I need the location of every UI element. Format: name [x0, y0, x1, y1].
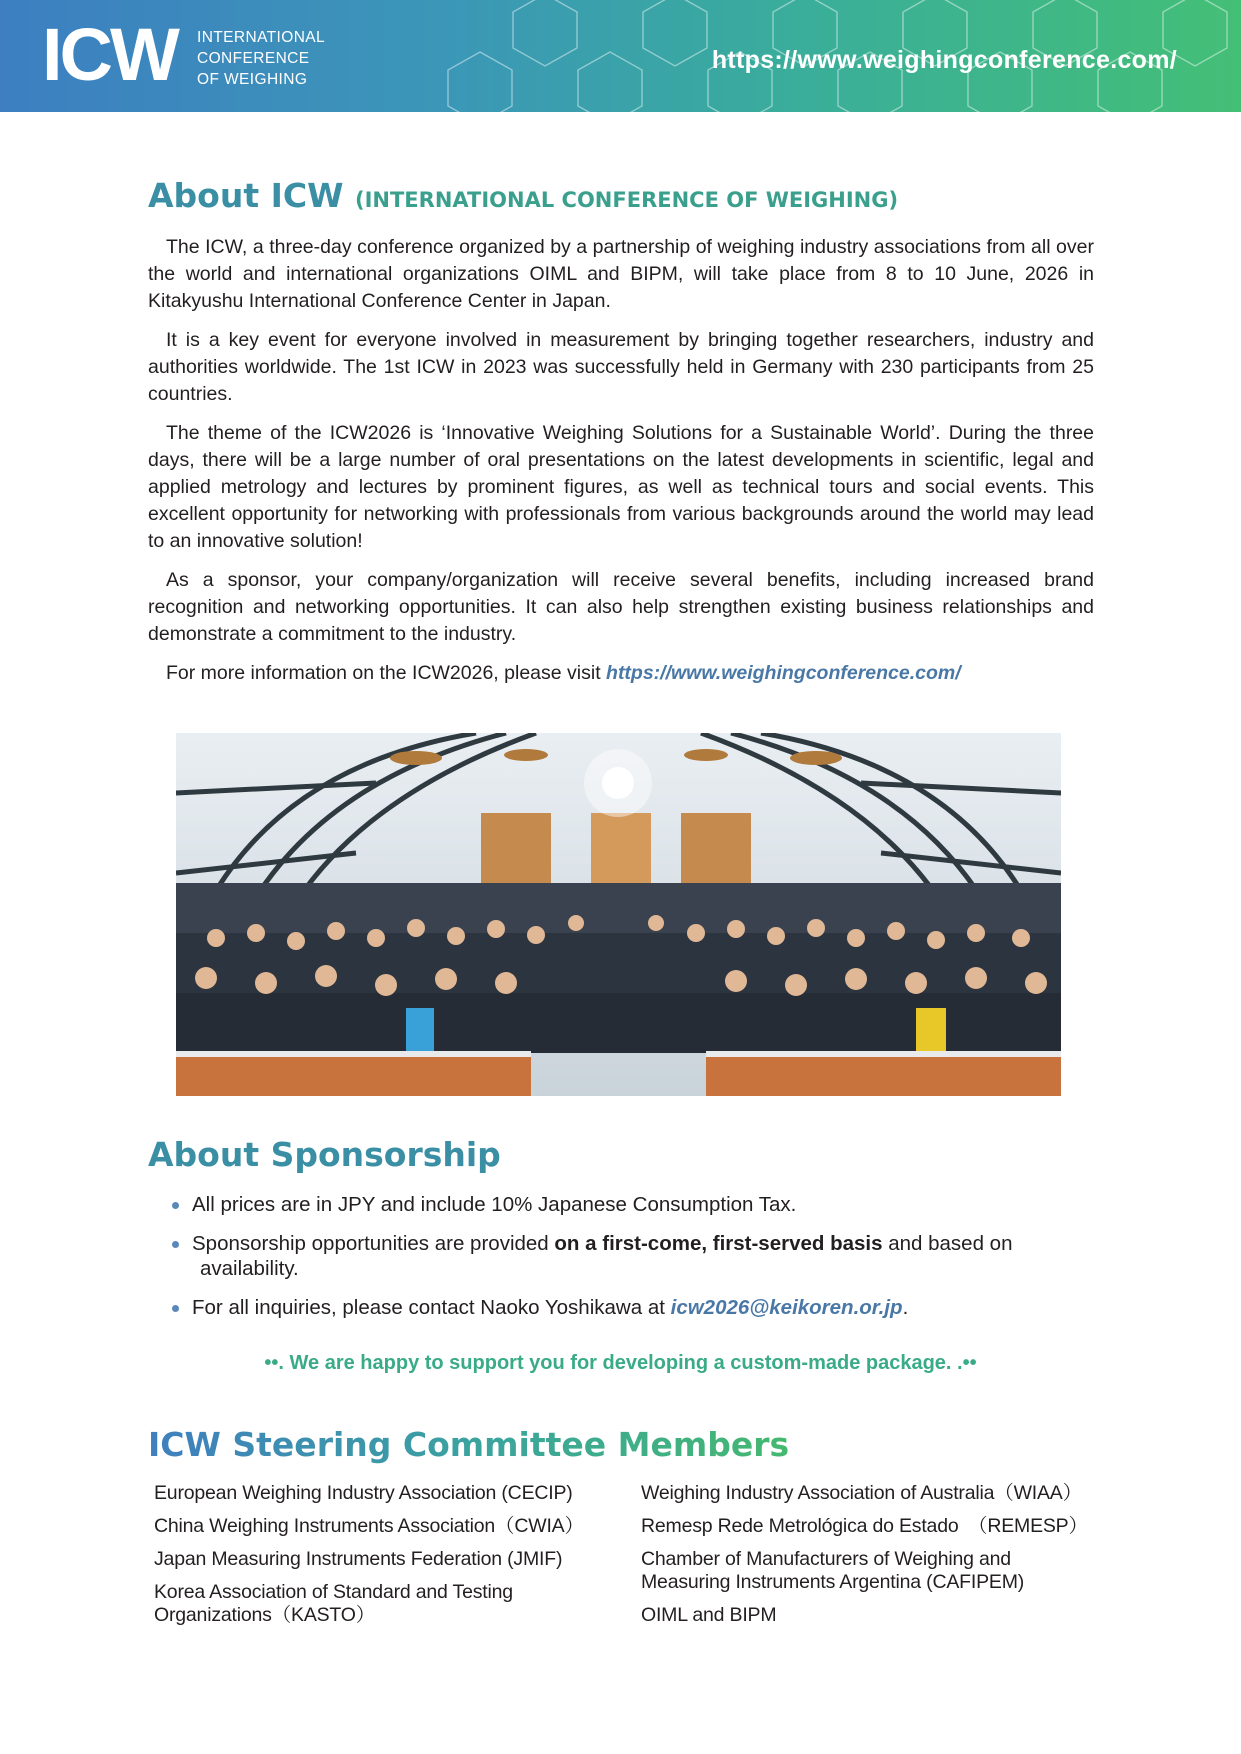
more-info-text: For more information on the ICW2026, please visit	[166, 662, 601, 684]
sponsorship-title: About Sponsorship	[148, 1135, 501, 1174]
about-paragraph: The ICW, a three-day conference organized by a partnership of weighing industry associations from all over the world and international organizations OIML and BIPM, will take place from 8 to 10 June, 2026 in Kitakyushu International Conference Center in Japan.	[148, 236, 1094, 312]
icw-logo: ICW	[42, 13, 177, 96]
member-item: Chamber of Manufacturers of Weighing and	[641, 1548, 1011, 1570]
more-info-link[interactable]: https://www.weighingconference.com/	[606, 662, 961, 684]
about-paragraph: The theme of the ICW2026 is ‘Innovative Weighing Solutions for a Sustainable World’. During the three days, there will be a large number of oral presentations on the latest developments in scientific, legal and applied metrology and lectures by prominent figures, as well as technical tours and social events. This excellent opportunity for networking with professionals from various backgrounds around the world may lead to an innovative solution!	[148, 422, 1094, 552]
about-paragraph: As a sponsor, your company/organization will receive several benefits, including increased brand recognition and networking opportunities. It can also help strengthen existing business relationships and demonstrate a commitment to the industry.	[148, 569, 1094, 645]
contact-email-link[interactable]: icw2026@keikoren.or.jp	[670, 1296, 903, 1319]
sponsorship-list	[170, 1192, 1100, 1334]
about-icw-title	[148, 176, 898, 220]
member-item: Japan Measuring Instruments Federation (JMIF)	[154, 1548, 563, 1570]
member-item: Organizations（KASTO）	[154, 1604, 376, 1626]
bullet-text: Sponsorship opportunities are provided	[192, 1232, 549, 1255]
member-item: Korea Association of Standard and Testing	[154, 1581, 513, 1603]
bullet-text: For all inquiries, please contact Naoko Yoshikawa at	[192, 1296, 665, 1319]
list-item	[170, 1295, 1100, 1320]
member-item: Measuring Instruments Argentina (CAFIPEM)	[641, 1571, 1025, 1593]
about-title-sub: (INTERNATIONAL CONFERENCE OF WEIGHING)	[355, 188, 899, 212]
list-item	[170, 1231, 1100, 1281]
committee-list-right	[641, 1482, 1101, 1637]
committee-list-left	[154, 1482, 614, 1637]
about-paragraph: It is a key event for everyone involved in measurement by bringing together researchers, industry and authorities worldwide. The 1st ICW in 2023 was successfully held in Germany with 230 participants from 25 countries.	[148, 329, 1094, 405]
about-body	[148, 234, 1094, 699]
logo-line: INTERNATIONAL	[197, 29, 326, 46]
header-url-link[interactable]: https://www.weighingconference.com/	[711, 46, 1177, 74]
logo-line: CONFERENCE	[197, 50, 310, 67]
list-item	[170, 1192, 1100, 1217]
conference-photo	[176, 733, 1061, 1096]
member-item: European Weighing Industry Association (CECIP)	[154, 1482, 573, 1504]
member-item: OIML and BIPM	[641, 1604, 777, 1626]
more-info-line	[148, 660, 1094, 687]
bullet-continuation: availability.	[200, 1257, 299, 1280]
member-item: China Weighing Instruments Association（CWIA）	[154, 1515, 584, 1537]
bullet-punct: .	[902, 1296, 909, 1319]
bullet-emphasis: on a first-come, first-served basis	[554, 1232, 883, 1255]
member-item: Weighing Industry Association of Australia（WIAA）	[641, 1482, 1082, 1504]
bullet-text: All prices are in JPY and include 10% Japanese Consumption Tax.	[192, 1193, 797, 1216]
about-title-main: About ICW	[148, 176, 344, 215]
committee-title: ICW Steering Committee Members	[148, 1425, 790, 1464]
logo-wordmark	[197, 27, 325, 90]
member-item: Remesp Rede Metrológica do Estado （REMESP）	[641, 1515, 1088, 1537]
header-banner	[0, 0, 1241, 112]
bullet-text: and based on	[888, 1232, 1013, 1255]
custom-package-note: ••. We are happy to support you for developing a custom-made package. .••	[264, 1352, 977, 1374]
logo-line: OF WEIGHING	[197, 71, 308, 88]
